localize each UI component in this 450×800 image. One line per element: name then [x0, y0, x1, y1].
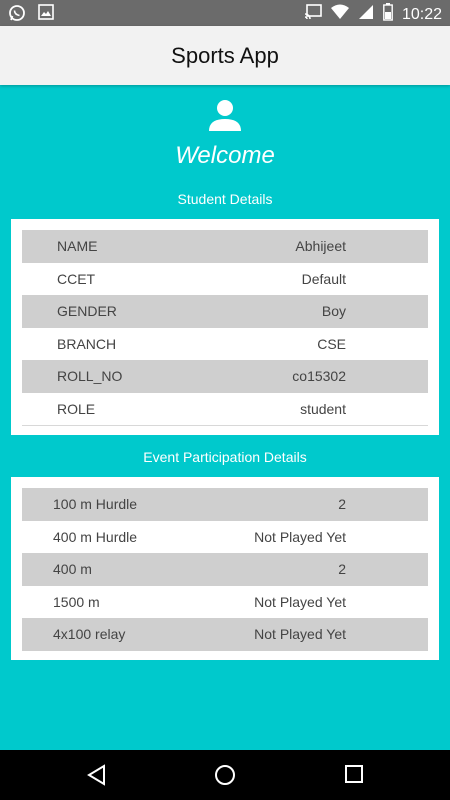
detail-row-gender [22, 295, 428, 328]
event-row [22, 521, 428, 554]
event-name: 400 m Hurdle [53, 528, 138, 545]
event-name: 400 m [53, 561, 92, 578]
event-row [22, 488, 428, 521]
event-status: 2 [338, 496, 346, 513]
event-details-title: Event Participation Details [143, 449, 307, 465]
battery-icon [383, 3, 393, 26]
event-status: Not Played Yet [254, 528, 346, 545]
navigation-bar [0, 750, 450, 800]
row-label: GENDER [57, 303, 117, 320]
app-bar [0, 26, 450, 85]
row-label: ROLE [57, 400, 96, 417]
welcome-text: Welcome [175, 142, 275, 169]
row-label: ROLL_NO [57, 368, 123, 385]
row-value: CSE [317, 335, 346, 352]
event-details-card [11, 477, 439, 660]
image-icon [38, 4, 54, 27]
row-value: co15302 [292, 368, 346, 385]
row-value: Default [301, 270, 346, 287]
row-value: student [300, 400, 346, 417]
cast-icon [304, 4, 322, 25]
event-name: 4x100 relay [53, 626, 126, 643]
event-name: 1500 m [53, 593, 100, 610]
detail-row-branch [22, 328, 428, 361]
event-row [22, 618, 428, 651]
detail-row-role [22, 393, 428, 426]
detail-row-roll-no [22, 360, 428, 393]
student-details-card [11, 219, 439, 435]
status-time: 10:22 [401, 5, 442, 23]
back-icon[interactable] [86, 764, 108, 791]
event-row [22, 586, 428, 619]
status-bar [0, 0, 450, 26]
whatsapp-icon [8, 4, 26, 27]
row-label: BRANCH [57, 335, 117, 352]
row-value: Boy [321, 303, 346, 320]
signal-icon [358, 4, 374, 25]
row-value: Abhijeet [295, 238, 346, 255]
home-icon[interactable] [214, 764, 236, 791]
row-label: CCET [57, 270, 96, 287]
user-icon [208, 98, 242, 137]
event-status: Not Played Yet [254, 626, 346, 643]
event-name: 100 m Hurdle [53, 496, 138, 513]
row-label: NAME [57, 238, 98, 255]
event-status: 2 [338, 561, 346, 578]
wifi-icon [331, 4, 349, 25]
student-details-title: Student Details [177, 191, 273, 207]
recents-icon[interactable] [344, 764, 364, 789]
detail-row-name [22, 230, 428, 263]
detail-row-ccet [22, 263, 428, 296]
app-title: Sports App [171, 42, 279, 68]
event-status: Not Played Yet [254, 593, 346, 610]
event-row [22, 553, 428, 586]
card-divider [22, 425, 428, 426]
